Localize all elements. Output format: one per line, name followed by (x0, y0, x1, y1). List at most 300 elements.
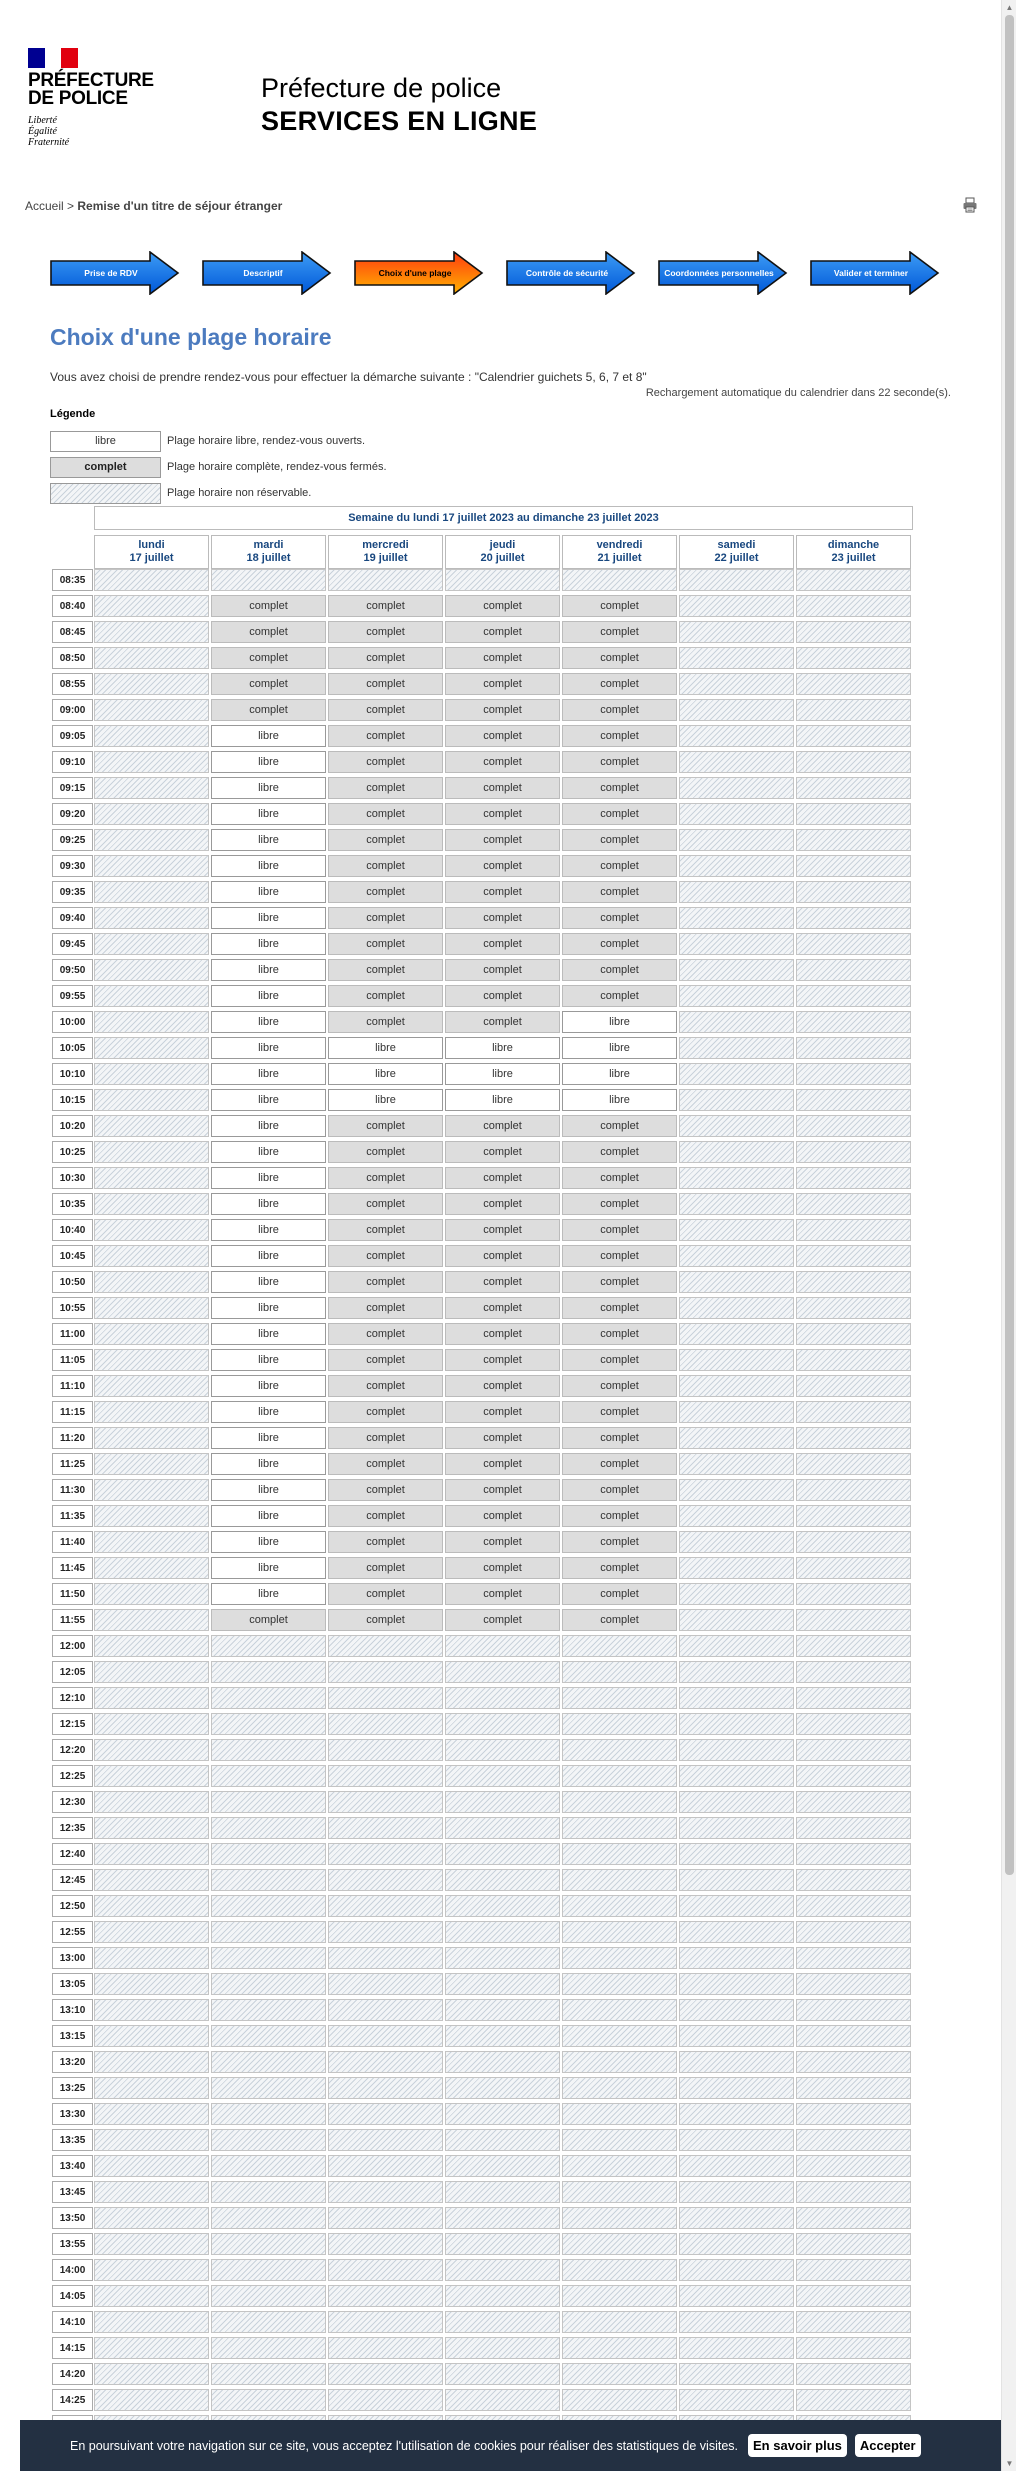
cookie-learn-more-button[interactable]: En savoir plus (748, 2434, 847, 2457)
cookie-accept-button[interactable]: Accepter (855, 2434, 921, 2457)
slot-free[interactable]: libre (562, 1037, 677, 1059)
slot-unavailable (679, 1999, 794, 2021)
time-label: 11:25 (52, 1453, 93, 1475)
slot-free[interactable]: libre (328, 1089, 443, 1111)
slot-unavailable (562, 1739, 677, 1761)
slot-unavailable (679, 881, 794, 903)
slot-unavailable (328, 2389, 443, 2411)
slot-unavailable (94, 1167, 209, 1189)
slot-free[interactable]: libre (211, 881, 326, 903)
slot-full: complet (328, 1583, 443, 1605)
slot-unavailable (796, 647, 911, 669)
step-label: Prise de RDV (84, 268, 138, 278)
slot-free[interactable]: libre (211, 1167, 326, 1189)
slot-unavailable (679, 2103, 794, 2125)
slot-unavailable (94, 1713, 209, 1735)
slot-unavailable (94, 751, 209, 773)
slot-free[interactable]: libre (211, 1193, 326, 1215)
day-header-lundi (94, 535, 209, 569)
slot-free[interactable]: libre (211, 1037, 326, 1059)
slot-full: complet (445, 725, 560, 747)
slot-unavailable (679, 1583, 794, 1605)
slot-unavailable (328, 2129, 443, 2151)
slot-free[interactable]: libre (211, 1531, 326, 1553)
slot-unavailable (211, 1817, 326, 1839)
time-label: 10:30 (52, 1167, 93, 1189)
slot-free[interactable]: libre (211, 1011, 326, 1033)
slot-unavailable (796, 777, 911, 799)
slot-unavailable (796, 1089, 911, 1111)
slot-full: complet (328, 1401, 443, 1423)
slot-unavailable (679, 2233, 794, 2255)
time-label: 10:50 (52, 1271, 93, 1293)
legend-title: Légende (50, 408, 96, 420)
slot-unavailable (211, 1635, 326, 1657)
slot-unavailable (679, 699, 794, 721)
slot-full: complet (328, 673, 443, 695)
slot-unavailable (562, 1687, 677, 1709)
slot-free[interactable]: libre (211, 1271, 326, 1293)
scroll-up-arrow-icon[interactable]: ▲ (1005, 3, 1014, 12)
slot-unavailable (445, 1817, 560, 1839)
slot-unavailable (211, 2207, 326, 2229)
scrollbar-thumb[interactable] (1005, 15, 1014, 1875)
slot-unavailable (562, 2285, 677, 2307)
time-label: 10:55 (52, 1297, 93, 1319)
slot-unavailable (211, 2155, 326, 2177)
breadcrumb-home-link[interactable]: Accueil (25, 199, 64, 213)
slot-full: complet (562, 1427, 677, 1449)
slot-full: complet (211, 1609, 326, 1631)
slot-full: complet (562, 1479, 677, 1501)
time-label: 13:35 (52, 2129, 93, 2151)
slot-unavailable (562, 2207, 677, 2229)
slot-unavailable (679, 2259, 794, 2281)
slot-unavailable (679, 777, 794, 799)
printer-icon[interactable] (962, 197, 978, 213)
slot-unavailable (328, 2155, 443, 2177)
slot-unavailable (796, 1167, 911, 1189)
slot-full: complet (328, 829, 443, 851)
slot-full: complet (328, 1167, 443, 1189)
time-label: 11:05 (52, 1349, 93, 1371)
slot-unavailable (796, 2025, 911, 2047)
time-label: 09:45 (52, 933, 93, 955)
slot-unavailable (328, 2181, 443, 2203)
day-name: mardi (253, 539, 284, 551)
slot-unavailable (796, 1609, 911, 1631)
slot-unavailable (679, 1063, 794, 1085)
slot-unavailable (562, 1635, 677, 1657)
slot-unavailable (796, 2129, 911, 2151)
time-label: 12:10 (52, 1687, 93, 1709)
slot-unavailable (562, 2051, 677, 2073)
slot-unavailable (94, 1557, 209, 1579)
slot-unavailable (328, 1947, 443, 1969)
slot-unavailable (796, 2311, 911, 2333)
slot-unavailable (679, 2181, 794, 2203)
day-date: 19 juillet (363, 552, 408, 564)
slot-full: complet (445, 1609, 560, 1631)
slot-unavailable (94, 1661, 209, 1683)
slot-unavailable (94, 1947, 209, 1969)
slot-full: complet (445, 1349, 560, 1371)
time-label: 09:25 (52, 829, 93, 851)
slot-full: complet (562, 595, 677, 617)
slot-unavailable (328, 2207, 443, 2229)
slot-full: complet (445, 933, 560, 955)
slot-full: complet (328, 1609, 443, 1631)
slot-unavailable (445, 2389, 560, 2411)
time-label: 11:20 (52, 1427, 93, 1449)
slot-unavailable (211, 2129, 326, 2151)
slot-free[interactable]: libre (211, 1089, 326, 1111)
slot-unavailable (679, 2155, 794, 2177)
slot-unavailable (679, 1427, 794, 1449)
slot-unavailable (94, 803, 209, 825)
slot-free[interactable]: libre (445, 1089, 560, 1111)
time-label: 10:45 (52, 1245, 93, 1267)
slot-unavailable (94, 1869, 209, 1891)
slot-full: complet (328, 647, 443, 669)
slot-full: complet (328, 699, 443, 721)
time-label: 12:15 (52, 1713, 93, 1735)
slot-unavailable (328, 1817, 443, 1839)
slot-unavailable (211, 1999, 326, 2021)
slot-full: complet (562, 647, 677, 669)
slot-unavailable (796, 2233, 911, 2255)
slot-unavailable (94, 2259, 209, 2281)
slot-unavailable (328, 1843, 443, 1865)
time-label: 13:10 (52, 1999, 93, 2021)
slot-free[interactable]: libre (211, 1349, 326, 1371)
slot-unavailable (94, 1635, 209, 1657)
time-label: 13:15 (52, 2025, 93, 2047)
slot-unavailable (796, 699, 911, 721)
time-label: 09:50 (52, 959, 93, 981)
slot-free[interactable]: libre (211, 751, 326, 773)
time-label: 08:40 (52, 595, 93, 617)
slot-free[interactable]: libre (211, 1245, 326, 1267)
time-label: 13:45 (52, 2181, 93, 2203)
time-label: 09:35 (52, 881, 93, 903)
slot-full: complet (445, 1011, 560, 1033)
slot-unavailable (445, 1947, 560, 1969)
time-label: 14:00 (52, 2259, 93, 2281)
logo-line-2: DE POLICE (28, 88, 128, 109)
slot-full: complet (562, 1193, 677, 1215)
motto-liberte: Liberté (28, 115, 57, 126)
slot-unavailable (679, 1479, 794, 1501)
time-label: 09:55 (52, 985, 93, 1007)
time-label: 12:05 (52, 1661, 93, 1683)
slot-unavailable (796, 829, 911, 851)
slot-unavailable (211, 1713, 326, 1735)
slot-unavailable (94, 1453, 209, 1475)
slot-full: complet (445, 673, 560, 695)
slot-unavailable (94, 1349, 209, 1371)
slot-unavailable (328, 2311, 443, 2333)
slot-unavailable (328, 1895, 443, 1917)
slot-unavailable (94, 673, 209, 695)
slot-full: complet (562, 803, 677, 825)
slot-free[interactable]: libre (211, 777, 326, 799)
slot-unavailable (679, 2207, 794, 2229)
slot-unavailable (562, 569, 677, 591)
slot-unavailable (94, 1115, 209, 1137)
slot-free[interactable]: libre (211, 1323, 326, 1345)
slot-unavailable (796, 959, 911, 981)
slot-unavailable (562, 2155, 677, 2177)
legend-text-full: Plage horaire complète, rendez-vous fermés. (167, 461, 387, 473)
step-label: Coordonnées personnelles (664, 268, 774, 278)
slot-unavailable (445, 1843, 560, 1865)
slot-full: complet (445, 1193, 560, 1215)
slot-unavailable (679, 1141, 794, 1163)
time-label: 10:40 (52, 1219, 93, 1241)
day-date: 17 juillet (129, 552, 174, 564)
slot-full: complet (445, 1583, 560, 1605)
slot-free[interactable]: libre (211, 1375, 326, 1397)
vertical-scrollbar[interactable] (1001, 0, 1016, 2471)
slot-full: complet (445, 595, 560, 617)
slot-full: complet (562, 1609, 677, 1631)
slot-unavailable (94, 699, 209, 721)
time-label: 09:40 (52, 907, 93, 929)
time-label: 09:15 (52, 777, 93, 799)
time-label: 08:50 (52, 647, 93, 669)
slot-unavailable (94, 1791, 209, 1813)
slot-unavailable (796, 1245, 911, 1267)
day-name: lundi (138, 539, 165, 551)
slot-full: complet (328, 595, 443, 617)
slot-unavailable (211, 2233, 326, 2255)
slot-unavailable (679, 855, 794, 877)
slot-full: complet (445, 1505, 560, 1527)
slot-unavailable (445, 2337, 560, 2359)
slot-unavailable (679, 1011, 794, 1033)
slot-unavailable (796, 1713, 911, 1735)
slot-unavailable (796, 1739, 911, 1761)
slot-full: complet (328, 1245, 443, 1267)
slot-full: complet (562, 1557, 677, 1579)
slot-unavailable (94, 2025, 209, 2047)
slot-unavailable (562, 1921, 677, 1943)
day-date: 20 juillet (480, 552, 525, 564)
slot-unavailable (328, 1739, 443, 1761)
slot-unavailable (679, 2051, 794, 2073)
slot-unavailable (796, 803, 911, 825)
slot-unavailable (445, 2207, 560, 2229)
slot-free[interactable]: libre (211, 1063, 326, 1085)
day-name: samedi (717, 539, 756, 551)
slot-unavailable (796, 2155, 911, 2177)
slot-unavailable (679, 725, 794, 747)
slot-unavailable (796, 1661, 911, 1683)
slot-unavailable (211, 2025, 326, 2047)
slot-unavailable (445, 1869, 560, 1891)
french-flag-icon (28, 48, 78, 68)
slot-full: complet (445, 777, 560, 799)
slot-unavailable (679, 2337, 794, 2359)
slot-free[interactable]: libre (211, 907, 326, 929)
slot-unavailable (211, 1661, 326, 1683)
time-label: 14:15 (52, 2337, 93, 2359)
slot-unavailable (562, 1869, 677, 1891)
slot-unavailable (94, 569, 209, 591)
slot-free[interactable]: libre (211, 1141, 326, 1163)
slot-full: complet (328, 1479, 443, 1501)
time-label: 10:15 (52, 1089, 93, 1111)
time-label: 12:25 (52, 1765, 93, 1787)
slot-unavailable (679, 1505, 794, 1527)
slot-unavailable (211, 1791, 326, 1813)
slot-free[interactable]: libre (211, 1427, 326, 1449)
slot-unavailable (796, 2077, 911, 2099)
slot-unavailable (94, 1687, 209, 1709)
logo-line-1: PRÉFECTURE (28, 70, 154, 91)
slot-unavailable (211, 1921, 326, 1943)
slot-unavailable (445, 2103, 560, 2125)
slot-free[interactable]: libre (211, 725, 326, 747)
slot-full: complet (562, 855, 677, 877)
time-label: 14:20 (52, 2363, 93, 2385)
slot-unavailable (94, 2337, 209, 2359)
slot-full: complet (562, 777, 677, 799)
step-4 (506, 251, 636, 295)
slot-full: complet (328, 1271, 443, 1293)
time-label: 11:45 (52, 1557, 93, 1579)
slot-free[interactable]: libre (211, 1115, 326, 1137)
slot-unavailable (679, 1921, 794, 1943)
slot-full: complet (562, 1141, 677, 1163)
slot-free[interactable]: libre (211, 855, 326, 877)
day-date: 18 juillet (246, 552, 291, 564)
slot-unavailable (679, 1089, 794, 1111)
slot-free[interactable]: libre (211, 1453, 326, 1475)
slot-full: complet (328, 1453, 443, 1475)
slot-unavailable (796, 933, 911, 955)
slot-unavailable (94, 2155, 209, 2177)
legend-row-na (50, 482, 311, 504)
slot-free[interactable]: libre (211, 1479, 326, 1501)
slot-full: complet (328, 1219, 443, 1241)
slot-free[interactable]: libre (211, 829, 326, 851)
time-label: 08:35 (52, 569, 93, 591)
slot-unavailable (445, 1973, 560, 1995)
slot-unavailable (796, 1349, 911, 1371)
slot-free[interactable]: libre (562, 1089, 677, 1111)
slot-free[interactable]: libre (562, 1063, 677, 1085)
day-date: 23 juillet (831, 552, 876, 564)
slot-unavailable (94, 1245, 209, 1267)
slot-unavailable (679, 1349, 794, 1371)
slot-unavailable (445, 2181, 560, 2203)
slot-full: complet (445, 881, 560, 903)
slot-unavailable (562, 2103, 677, 2125)
time-label: 11:35 (52, 1505, 93, 1527)
slot-unavailable (94, 1323, 209, 1345)
slot-full: complet (328, 1323, 443, 1345)
slot-unavailable (679, 1895, 794, 1917)
slot-unavailable (562, 1895, 677, 1917)
slot-unavailable (328, 1791, 443, 1813)
slot-unavailable (679, 1869, 794, 1891)
slot-full: complet (562, 985, 677, 1007)
slot-free[interactable]: libre (211, 1401, 326, 1423)
slot-free[interactable]: libre (211, 985, 326, 1007)
slot-free[interactable]: libre (445, 1063, 560, 1085)
slot-free[interactable]: libre (211, 1583, 326, 1605)
slot-unavailable (796, 1999, 911, 2021)
site-title-line-2: SERVICES EN LIGNE (261, 106, 538, 136)
slot-unavailable (94, 855, 209, 877)
slot-unavailable (679, 1635, 794, 1657)
time-label: 13:20 (52, 2051, 93, 2073)
slot-unavailable (562, 1973, 677, 1995)
slot-full: complet (328, 751, 443, 773)
slot-full: complet (562, 621, 677, 643)
slot-full: complet (562, 1167, 677, 1189)
time-label: 11:50 (52, 1583, 93, 1605)
slot-unavailable (445, 2233, 560, 2255)
slot-unavailable (796, 2337, 911, 2359)
slot-full: complet (562, 1375, 677, 1397)
slot-free[interactable]: libre (211, 1219, 326, 1241)
slot-unavailable (328, 1661, 443, 1683)
slot-unavailable (328, 2285, 443, 2307)
slot-full: complet (328, 855, 443, 877)
slot-free[interactable]: libre (211, 959, 326, 981)
slot-free[interactable]: libre (562, 1011, 677, 1033)
slot-unavailable (94, 1531, 209, 1553)
slot-free[interactable]: libre (445, 1037, 560, 1059)
slot-unavailable (211, 1687, 326, 1709)
slot-unavailable (94, 2311, 209, 2333)
slot-unavailable (445, 1921, 560, 1943)
slot-free[interactable]: libre (211, 1297, 326, 1319)
time-label: 10:25 (52, 1141, 93, 1163)
slot-free[interactable]: libre (211, 933, 326, 955)
slot-unavailable (445, 1895, 560, 1917)
slot-free[interactable]: libre (211, 1557, 326, 1579)
slot-unavailable (445, 2259, 560, 2281)
slot-unavailable (796, 1687, 911, 1709)
prefecture-logo[interactable] (28, 48, 158, 148)
slot-unavailable (94, 1089, 209, 1111)
step-2 (202, 251, 332, 295)
slot-full: complet (328, 1115, 443, 1137)
slot-full: complet (445, 1219, 560, 1241)
scroll-down-arrow-icon[interactable]: ▼ (1005, 2459, 1014, 2468)
slot-unavailable (94, 1297, 209, 1319)
slot-full: complet (211, 647, 326, 669)
slot-free[interactable]: libre (328, 1037, 443, 1059)
step-label: Valider et terminer (833, 268, 909, 278)
slot-full: complet (328, 1349, 443, 1371)
slot-free[interactable]: libre (211, 1505, 326, 1527)
slot-full: complet (328, 1375, 443, 1397)
slot-unavailable (94, 1271, 209, 1293)
breadcrumb (25, 199, 282, 213)
slot-free[interactable]: libre (328, 1063, 443, 1085)
slot-full: complet (445, 1479, 560, 1501)
slot-full: complet (445, 1297, 560, 1319)
slot-free[interactable]: libre (211, 803, 326, 825)
slot-unavailable (94, 1765, 209, 1787)
slot-unavailable (562, 2389, 677, 2411)
day-date: 21 juillet (597, 552, 642, 564)
